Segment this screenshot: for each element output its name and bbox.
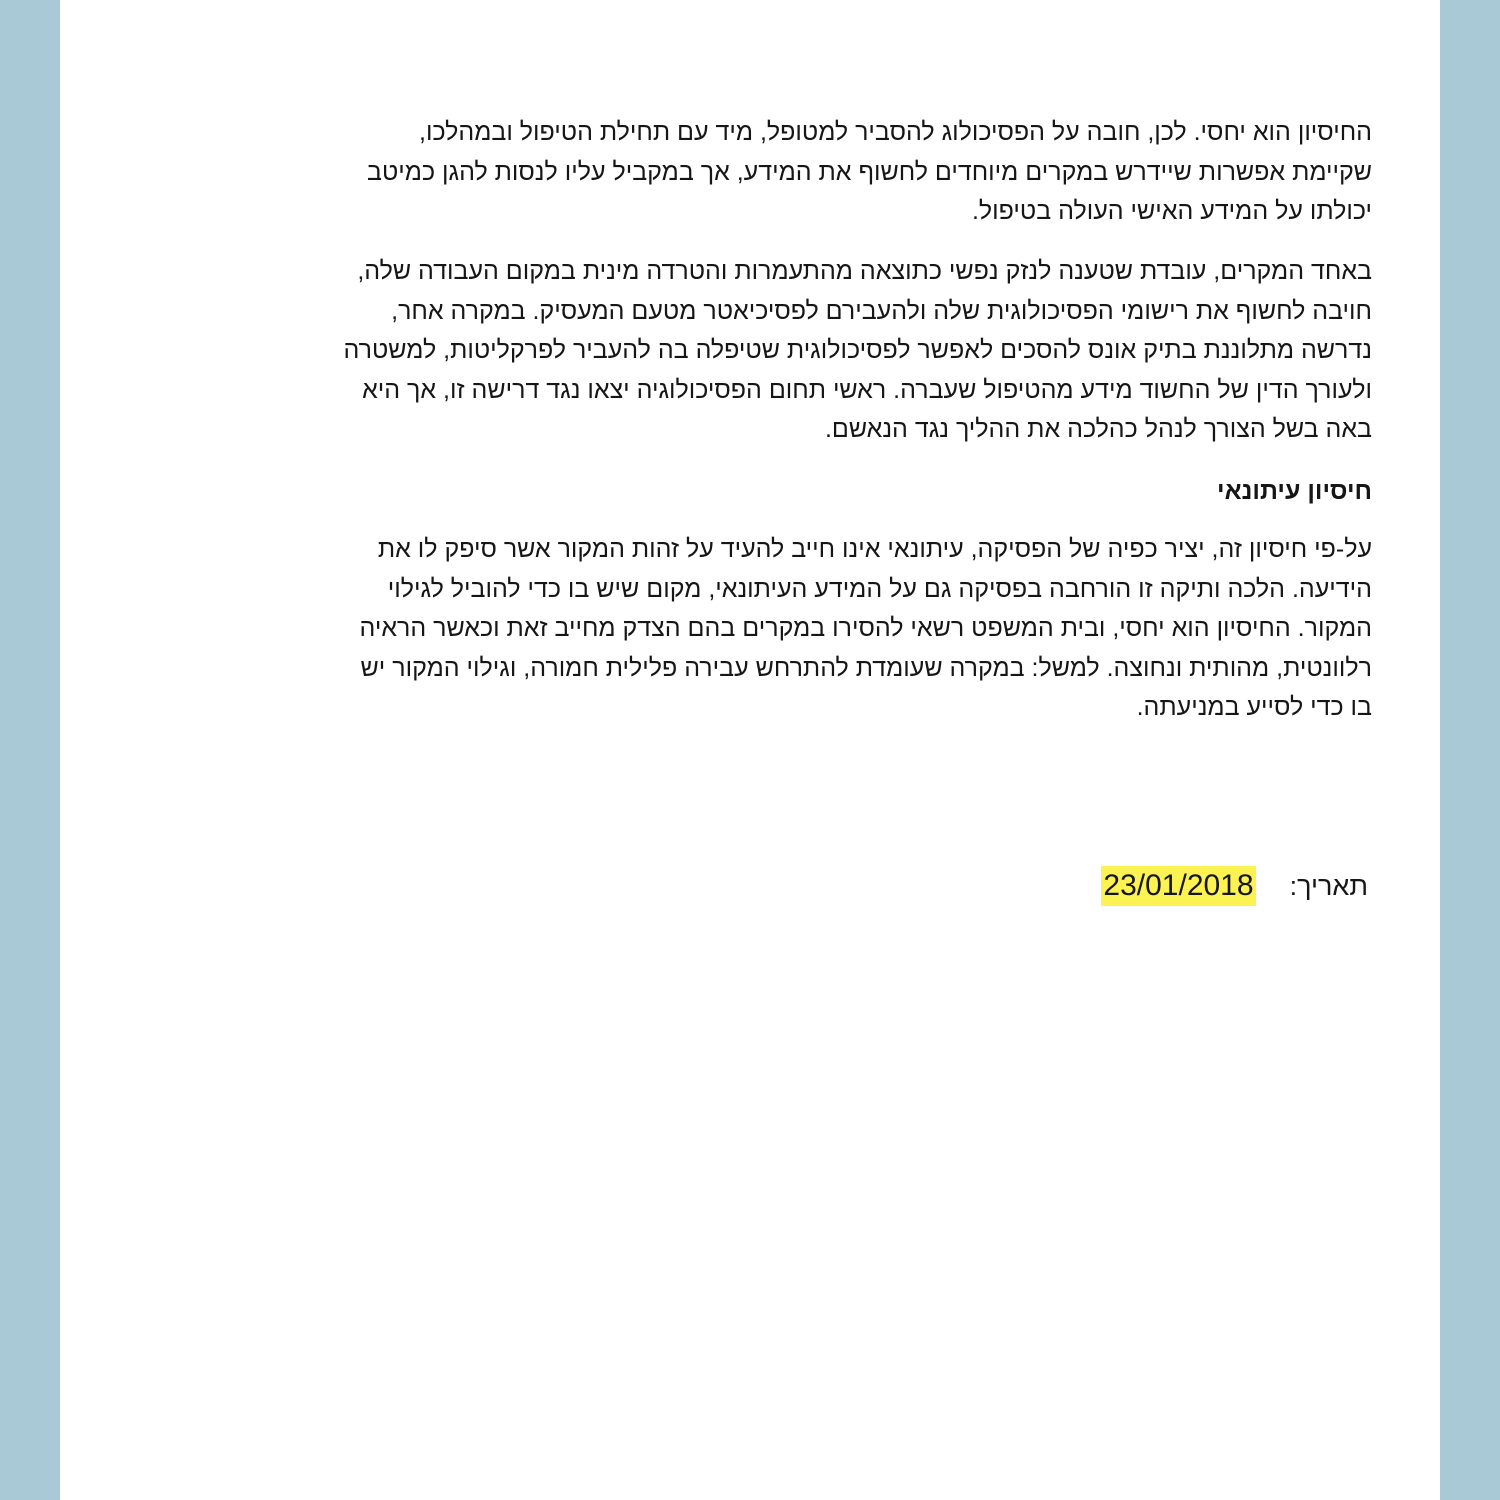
paragraph-line: הידיעה. הלכה ותיקה זו הורחבה בפסיקה גם על המידע העיתונאי, מקום שיש בו כדי להוביל לגילוי xyxy=(387,574,1372,603)
paragraph-line: שקיימת אפשרות שיידרש במקרים מיוחדים לחשוף את המידע, אך במקביל עליו לנסות להגן כמיטב xyxy=(367,157,1372,186)
paragraph-line: חויבה לחשוף את רישומי הפסיכולוגית שלה ולהעבירם לפסיכיאטר מטעם המעסיק. במקרה אחר, xyxy=(391,296,1372,325)
paragraph-line: נדרשה מתלוננת בתיק אונס להסכים לאפשר לפסיכולוגית שטיפלה בה להעביר לפרקליטות, למשטרה xyxy=(343,336,1372,364)
paragraph-line: בו כדי לסייע במניעתה. xyxy=(1136,693,1372,721)
paragraph-line: ולעורך הדין של החשוד מידע מהטיפול שעברה. ראשי תחום הפסיכולוגיה יצאו נגד דרישה זו, אך היא xyxy=(362,375,1372,404)
date-row xyxy=(1101,866,1368,906)
paragraph-3 xyxy=(120,530,1372,728)
paragraph-line: המקור. החיסיון הוא יחסי, ובית המשפט רשאי להסירו במקרים בהם הצדק מחייב זאת וכאשר הראיה xyxy=(359,614,1372,642)
paragraph-line: על-פי חיסיון זה, יציר כפיה של הפסיקה, עיתונאי אינו חייב להעיד על זהות המקור אשר סיפק לו את xyxy=(377,535,1372,563)
date-label: תאריך: xyxy=(1289,871,1368,901)
paragraph-line: באה בשל הצורך לנהל כהלכה את ההליך נגד הנאשם. xyxy=(824,415,1372,443)
paragraph-line: רלוונטית, מהותית ונחוצה. למשל: במקרה שעומדת להתרחש עבירה פלילית חמורה, וגילוי המקור יש xyxy=(360,653,1372,682)
document-page xyxy=(60,0,1440,1500)
section-heading-text: חיסיון עיתונאי xyxy=(1217,477,1372,505)
paragraph-1 xyxy=(120,113,1372,232)
paragraph-line: החיסיון הוא יחסי. לכן, חובה על הפסיכולוג להסביר למטופל, מיד עם תחילת הטיפול ובמהלכו, xyxy=(419,118,1372,146)
paragraph-2 xyxy=(120,252,1372,450)
paragraph-line: יכולתו על המידע האישי העולה בטיפול. xyxy=(971,197,1372,225)
section-heading xyxy=(120,472,1372,512)
date-value-highlighted: 23/01/2018 xyxy=(1101,866,1255,906)
paragraph-line: באחד המקרים, עובדת שטענה לנזק נפשי כתוצאה מהתעמרות והטרדה מינית במקום העבודה שלה, xyxy=(357,257,1372,285)
